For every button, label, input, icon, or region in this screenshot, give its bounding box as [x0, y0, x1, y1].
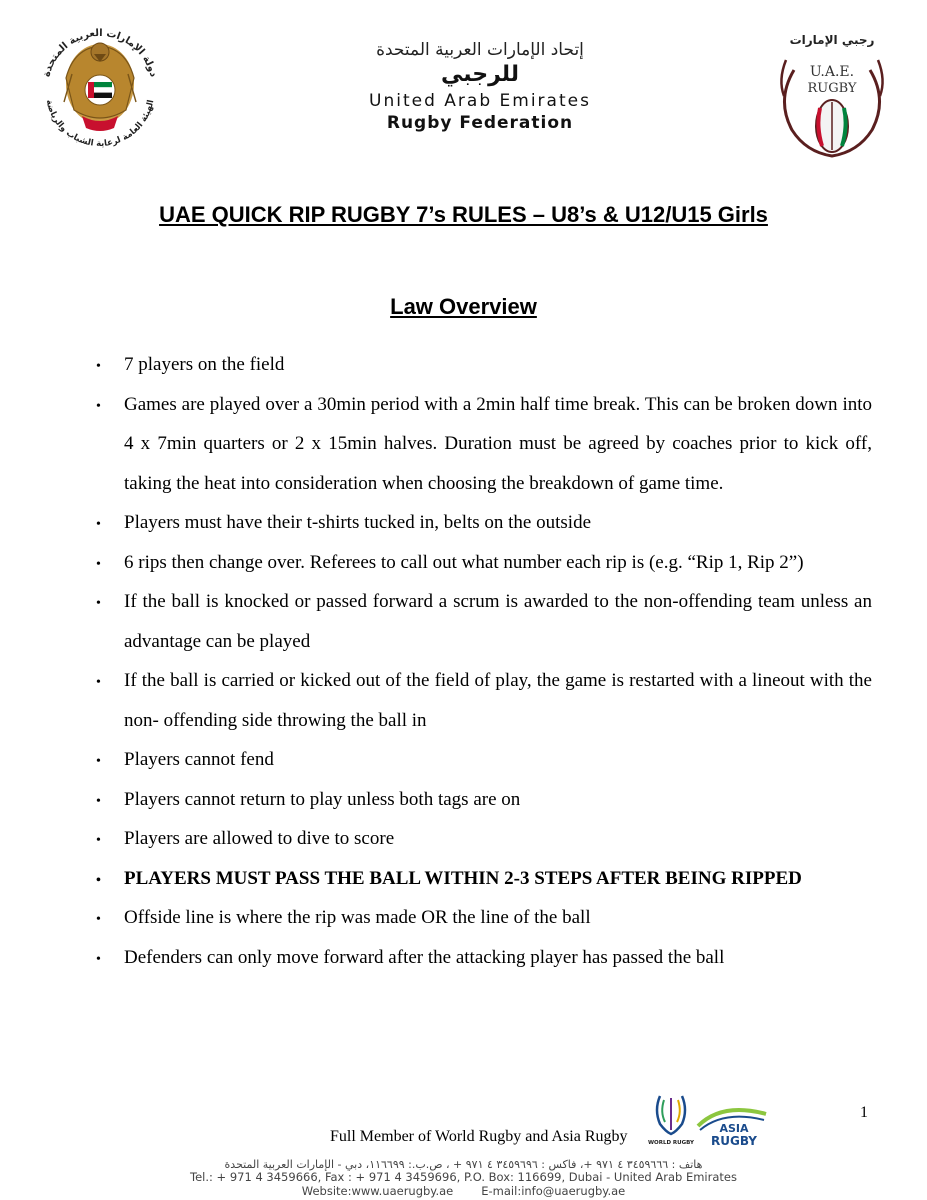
falcon-icon [64, 43, 136, 131]
bullet-icon [96, 661, 110, 703]
bullet-icon [96, 543, 110, 585]
bullet-icon [96, 859, 110, 901]
page-number: 1 [860, 1104, 868, 1121]
rugby-logo-rugby-text: RUGBY [807, 81, 857, 96]
list-item: • Offside line is where the rip was made OR the line of the ball [96, 898, 872, 938]
list-item: • If the ball is knocked or passed forward a scrum is awarded to the non-offending team unless an advantage can be played [96, 582, 872, 661]
federation-english-subname: Rugby Federation [386, 113, 574, 133]
website-link[interactable]: Website:www.uaerugby.ae [301, 1184, 454, 1198]
world-rugby-logo [647, 1092, 695, 1150]
list-item: • 6 rips then change over. Referees to call out what number each rip is (e.g. “Rip 1, Rip 2”) [96, 543, 872, 583]
rugby-logo-uae-text: U.A.E. [809, 64, 855, 80]
list-item: • Players are allowed to dive to score [96, 819, 872, 859]
list-item: • If the ball is carried or kicked out of the field of play, the game is restarted with a lineout with the non- offending side throwing the ball in [96, 661, 872, 740]
rugby-logo-arabic-text: رجبي الإمارات [789, 33, 875, 47]
federation-header [290, 40, 670, 133]
federation-arabic-name: إتحاد الإمارات العربية المتحدة [376, 40, 584, 60]
asia-rugby-logo-text1: ASIA [719, 1122, 749, 1135]
federation-english-name: United Arab Emirates [369, 91, 591, 111]
uae-rugby-logo [772, 30, 892, 158]
bullet-icon [96, 740, 110, 782]
emblem-arabic-bottom-text: الهيئة العامة لرعاية الشباب والرياضة [43, 98, 157, 150]
emblem-arabic-top-text: دولة الإمارات العربية المتحدة [41, 27, 159, 79]
bullet-icon [96, 938, 110, 980]
bullet-icon [96, 582, 110, 624]
bullet-icon [96, 345, 110, 387]
bullet-icon [96, 780, 110, 822]
email-link[interactable]: E-mail:info@uaerugby.ae [481, 1184, 626, 1198]
list-item: • Players cannot return to play unless both tags are on [96, 780, 872, 820]
bullet-icon [96, 385, 110, 427]
membership-statement: Full Member of World Rugby and Asia Rugby [330, 1128, 628, 1145]
bullet-icon [96, 503, 110, 545]
list-item: • Players must have their t-shirts tucked in, belts on the outside [96, 503, 872, 543]
contact-line [0, 1184, 927, 1198]
list-item: • 7 players on the field [96, 345, 872, 385]
rules-list [96, 345, 872, 977]
list-item: • Players cannot fend [96, 740, 872, 780]
federation-arabic-subname: للرجبي [440, 62, 520, 87]
list-item: • Games are played over a 30min period with a 2min half time break. This can be broken down into 4 x 7min quarters or 2 x 15min halves. Duration must be agreed by coaches prior to kick off, taking the heat into consideration when choosing the breakdown of game time. [96, 385, 872, 504]
bullet-icon [96, 898, 110, 940]
uae-emblem-logo [34, 18, 166, 158]
bullet-icon [96, 819, 110, 861]
asia-rugby-logo-text2: RUGBY [710, 1134, 758, 1148]
address-english: Tel.: + 971 4 3459666, Fax : + 971 4 3459696, P.O. Box: 116699, Dubai - United Arab Emirates [190, 1170, 737, 1184]
asia-rugby-logo [692, 1100, 772, 1150]
document-title: UAE QUICK RIP RUGBY 7’s RULES – U8’s & U12/U15 Girls [159, 202, 768, 227]
list-item: • Defenders can only move forward after the attacking player has passed the ball [96, 938, 872, 978]
world-rugby-logo-text: WORLD RUGBY [647, 1140, 695, 1146]
list-item-emphasized: • PLAYERS MUST PASS THE BALL WITHIN 2-3 STEPS AFTER BEING RIPPED [96, 859, 872, 899]
section-title: Law Overview [390, 294, 537, 319]
address-arabic: هاتف : ٣٤٥٩٦٦٦ ٤ ٩٧١ +، فاكس : ٣٤٥٩٦٩٦ ٤ ٩٧١ + ، ص.ب.: ١١٦٦٩٩، دبي - الإمارات العربية المتحدة [224, 1158, 703, 1171]
